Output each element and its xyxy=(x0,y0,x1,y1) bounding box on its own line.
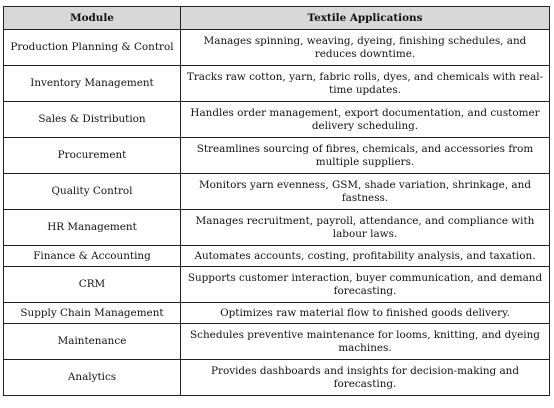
table-row xyxy=(4,30,550,66)
module-cell: Procurement xyxy=(4,138,181,174)
application-cell: Supports customer interaction, buyer communication, and demand forecasting. xyxy=(181,267,550,303)
table-row xyxy=(4,138,550,174)
application-cell: Tracks raw cotton, yarn, fabric rolls, dyes, and chemicals with real-time updates. xyxy=(181,66,550,102)
header-module: Module xyxy=(4,7,181,30)
module-cell: Production Planning & Control xyxy=(4,30,181,66)
table-row xyxy=(4,324,550,360)
application-cell: Handles order management, export documentation, and customer delivery scheduling. xyxy=(181,102,550,138)
erp-modules-table-container xyxy=(3,6,549,396)
header-textile-applications: Textile Applications xyxy=(181,7,550,30)
application-cell: Streamlines sourcing of fibres, chemicals, and accessories from multiple suppliers. xyxy=(181,138,550,174)
module-cell: Quality Control xyxy=(4,174,181,210)
application-cell: Manages spinning, weaving, dyeing, finishing schedules, and reduces downtime. xyxy=(181,30,550,66)
application-cell: Provides dashboards and insights for decision-making and forecasting. xyxy=(181,360,550,396)
module-cell: Sales & Distribution xyxy=(4,102,181,138)
table-row xyxy=(4,360,550,396)
module-cell: Maintenance xyxy=(4,324,181,360)
table-row xyxy=(4,66,550,102)
application-cell: Monitors yarn evenness, GSM, shade variation, shrinkage, and fastness. xyxy=(181,174,550,210)
module-cell: Inventory Management xyxy=(4,66,181,102)
table-row xyxy=(4,210,550,246)
application-cell: Schedules preventive maintenance for looms, knitting, and dyeing machines. xyxy=(181,324,550,360)
application-cell: Automates accounts, costing, profitability analysis, and taxation. xyxy=(181,246,550,267)
application-cell: Manages recruitment, payroll, attendance, and compliance with labour laws. xyxy=(181,210,550,246)
module-cell: Analytics xyxy=(4,360,181,396)
module-cell: Supply Chain Management xyxy=(4,303,181,324)
erp-modules-table xyxy=(3,6,550,396)
table-row xyxy=(4,246,550,267)
table-row xyxy=(4,267,550,303)
module-cell: CRM xyxy=(4,267,181,303)
module-cell: HR Management xyxy=(4,210,181,246)
table-header-row xyxy=(4,7,550,30)
module-cell: Finance & Accounting xyxy=(4,246,181,267)
table-row xyxy=(4,303,550,324)
application-cell: Optimizes raw material flow to finished goods delivery. xyxy=(181,303,550,324)
table-row xyxy=(4,174,550,210)
table-row xyxy=(4,102,550,138)
